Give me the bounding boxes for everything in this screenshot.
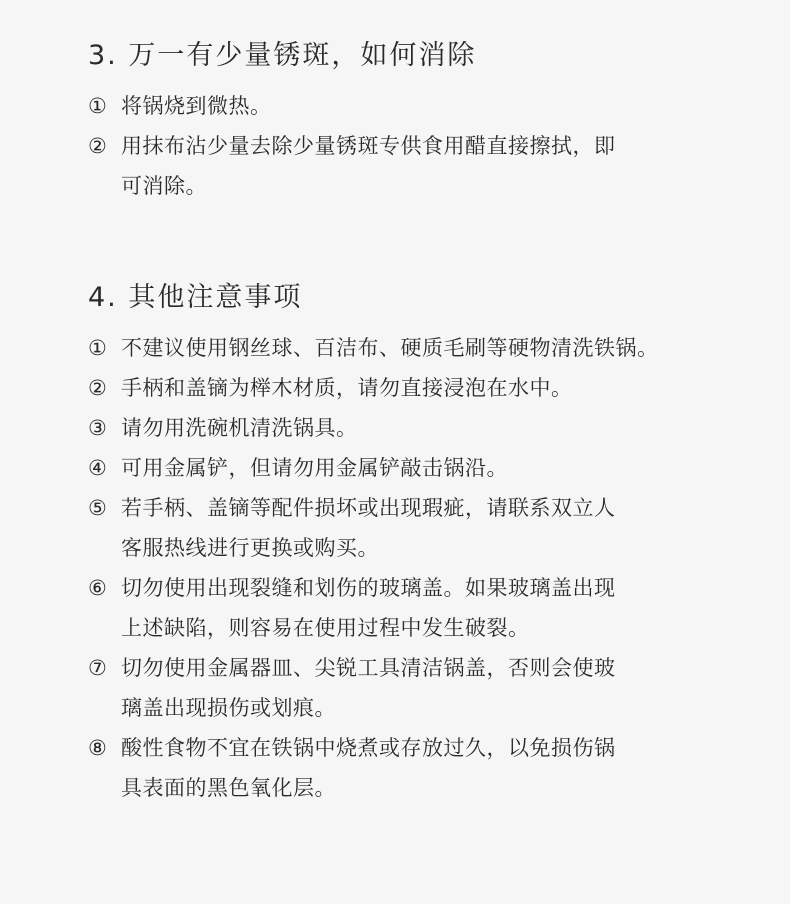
item-text-continued: 上述缺陷，则容易在使用过程中发生破裂。 [121,616,530,640]
list-item [88,568,750,648]
item-number: ① [88,336,108,360]
section-rust-removal [88,36,750,206]
item-number: ② [88,134,108,158]
section-title: 3. 万一有少量锈斑，如何消除 [88,40,477,71]
item-text: 若手柄、盖镝等配件损坏或出现瑕疵，请联系双立人 [121,496,616,520]
list-item [88,86,750,126]
list-item [88,368,750,408]
list-item [88,728,750,808]
item-number: ④ [88,456,108,480]
item-text-continued: 客服热线进行更换或购买。 [121,536,379,560]
list-item [88,328,750,368]
item-text: 将锅烧到微热。 [121,94,272,118]
item-number: ⑥ [88,576,108,600]
item-number: ① [88,94,108,118]
list-item [88,448,750,488]
list-item [88,408,750,448]
item-number: ⑧ [88,736,108,760]
item-text: 用抹布沾少量去除少量锈斑专供食用醋直接擦拭，即 [121,134,616,158]
item-number: ③ [88,416,108,440]
item-number: ⑤ [88,496,108,520]
item-text-continued: 可消除。 [121,174,207,198]
list-item [88,488,750,568]
list-item [88,126,750,206]
item-text: 不建议使用钢丝球、百洁布、硬质毛刷等硬物清洗铁锅。 [121,336,659,360]
list-item [88,648,750,728]
item-text: 切勿使用出现裂缝和划伤的玻璃盖。如果玻璃盖出现 [121,576,616,600]
item-text: 手柄和盖镝为榉木材质，请勿直接浸泡在水中。 [121,376,573,400]
item-text-continued: 具表面的黑色氧化层。 [121,776,336,800]
item-text: 请勿用洗碗机清洗锅具。 [121,416,358,440]
section-title: 4. 其他注意事项 [88,282,303,313]
item-text-continued: 璃盖出现损伤或划痕。 [121,696,336,720]
item-text: 切勿使用金属器皿、尖锐工具清洁锅盖，否则会使玻 [121,656,616,680]
item-text: 酸性食物不宜在铁锅中烧煮或存放过久，以免损伤锅 [121,736,616,760]
item-number: ⑦ [88,656,108,680]
section-other-notes [88,278,750,808]
item-number: ② [88,376,108,400]
item-text: 可用金属铲，但请勿用金属铲敲击锅沿。 [121,456,508,480]
